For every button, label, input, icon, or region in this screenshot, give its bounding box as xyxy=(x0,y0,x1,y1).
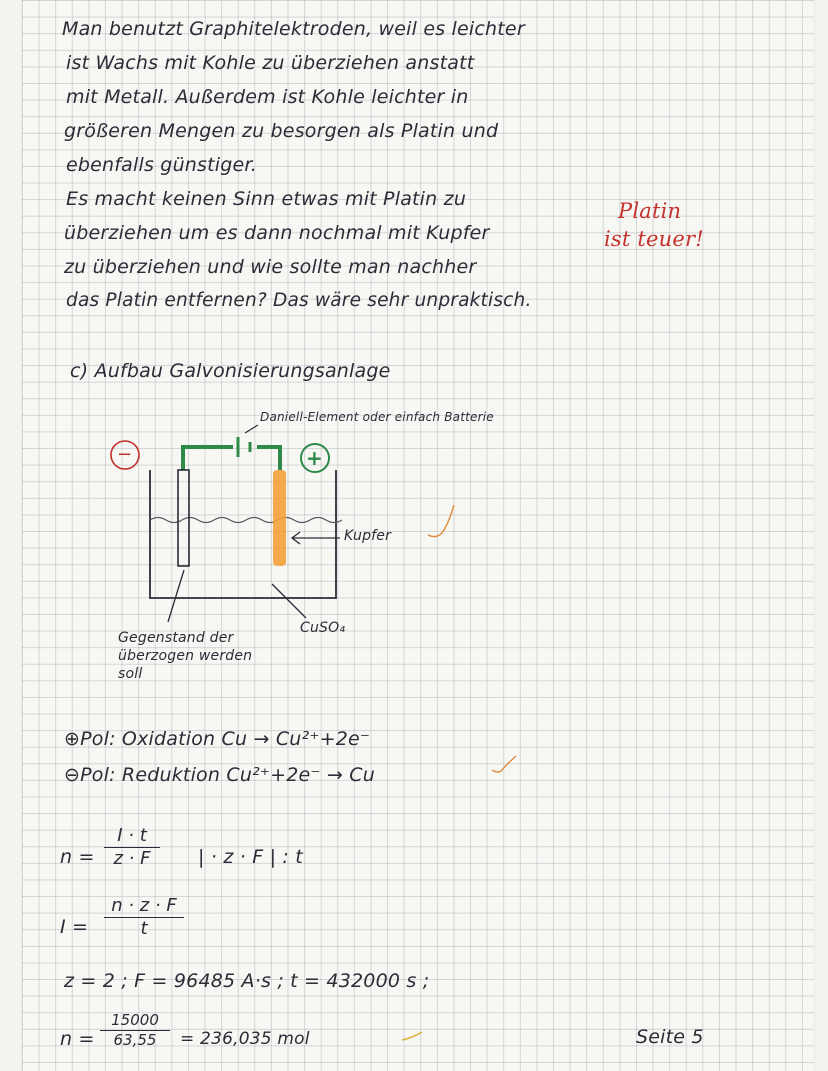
text-line-1: Man benutzt Graphitelektroden, weil es leichter xyxy=(62,18,525,40)
calc-lhs: n = xyxy=(60,1028,95,1050)
calc-numerator: 15000 xyxy=(111,1011,159,1029)
formula-I-numerator: n · z · F xyxy=(111,895,177,916)
calc-denominator: 63,55 xyxy=(113,1031,157,1049)
given-values: z = 2 ; F = 96485 A·s ; t = 432000 s ; xyxy=(64,970,430,992)
formula-I-denominator: t xyxy=(140,918,148,939)
battery-label: Daniell-Element oder einfach Batterie xyxy=(260,410,494,424)
plus-symbol: + xyxy=(306,446,323,470)
reaction-plus-pol: ⊕Pol: Oxidation Cu → Cu²⁺+2e⁻ xyxy=(64,728,371,750)
calc-result: = 236,035 mol xyxy=(180,1029,310,1049)
reaction-minus-pol: ⊖Pol: Reduktion Cu²⁺+2e⁻ → Cu xyxy=(64,764,375,786)
text-line-3: mit Metall. Außerdem ist Kohle leichter in xyxy=(66,86,469,108)
text-line-2: ist Wachs mit Kohle zu überziehen anstatt xyxy=(66,52,475,74)
formula-I-fraction xyxy=(104,896,184,939)
margin-note-line-2: ist teuer! xyxy=(604,227,704,251)
text-line-4: größeren Mengen zu besorgen als Platin und xyxy=(64,120,499,142)
margin-note-line-1: Platin xyxy=(618,199,682,223)
text-line-6: Es macht keinen Sinn etwas mit Platin zu xyxy=(66,188,467,210)
formula-n-denominator: z · F xyxy=(113,848,151,869)
copper-label: Kupfer xyxy=(344,528,392,544)
text-line-5: ebenfalls günstiger. xyxy=(66,154,257,176)
formula-n-numerator: I · t xyxy=(117,825,147,846)
solution-label: CuSO₄ xyxy=(300,620,346,636)
object-label-line-1: Gegenstand der xyxy=(118,630,234,646)
page-number: Seite 5 xyxy=(636,1026,704,1048)
minus-symbol: − xyxy=(117,444,133,465)
calc-fraction xyxy=(100,1012,170,1049)
formula-I-lhs: I = xyxy=(60,916,89,938)
object-label-line-2: überzogen werden xyxy=(118,648,253,664)
formula-n-fraction xyxy=(104,826,160,869)
section-heading: c) Aufbau Galvonisierungsanlage xyxy=(70,360,391,382)
text-line-9: das Platin entfernen? Das wäre sehr unpraktisch. xyxy=(66,290,532,311)
object-label-line-3: soll xyxy=(118,666,143,682)
text-line-8: zu überziehen und wie sollte man nachher xyxy=(64,256,477,278)
formula-n-lhs: n = xyxy=(60,846,95,868)
text-line-7: überziehen um es dann nochmal mit Kupfer xyxy=(64,222,490,244)
formula-n-operations: | · z · F | : t xyxy=(198,846,303,868)
